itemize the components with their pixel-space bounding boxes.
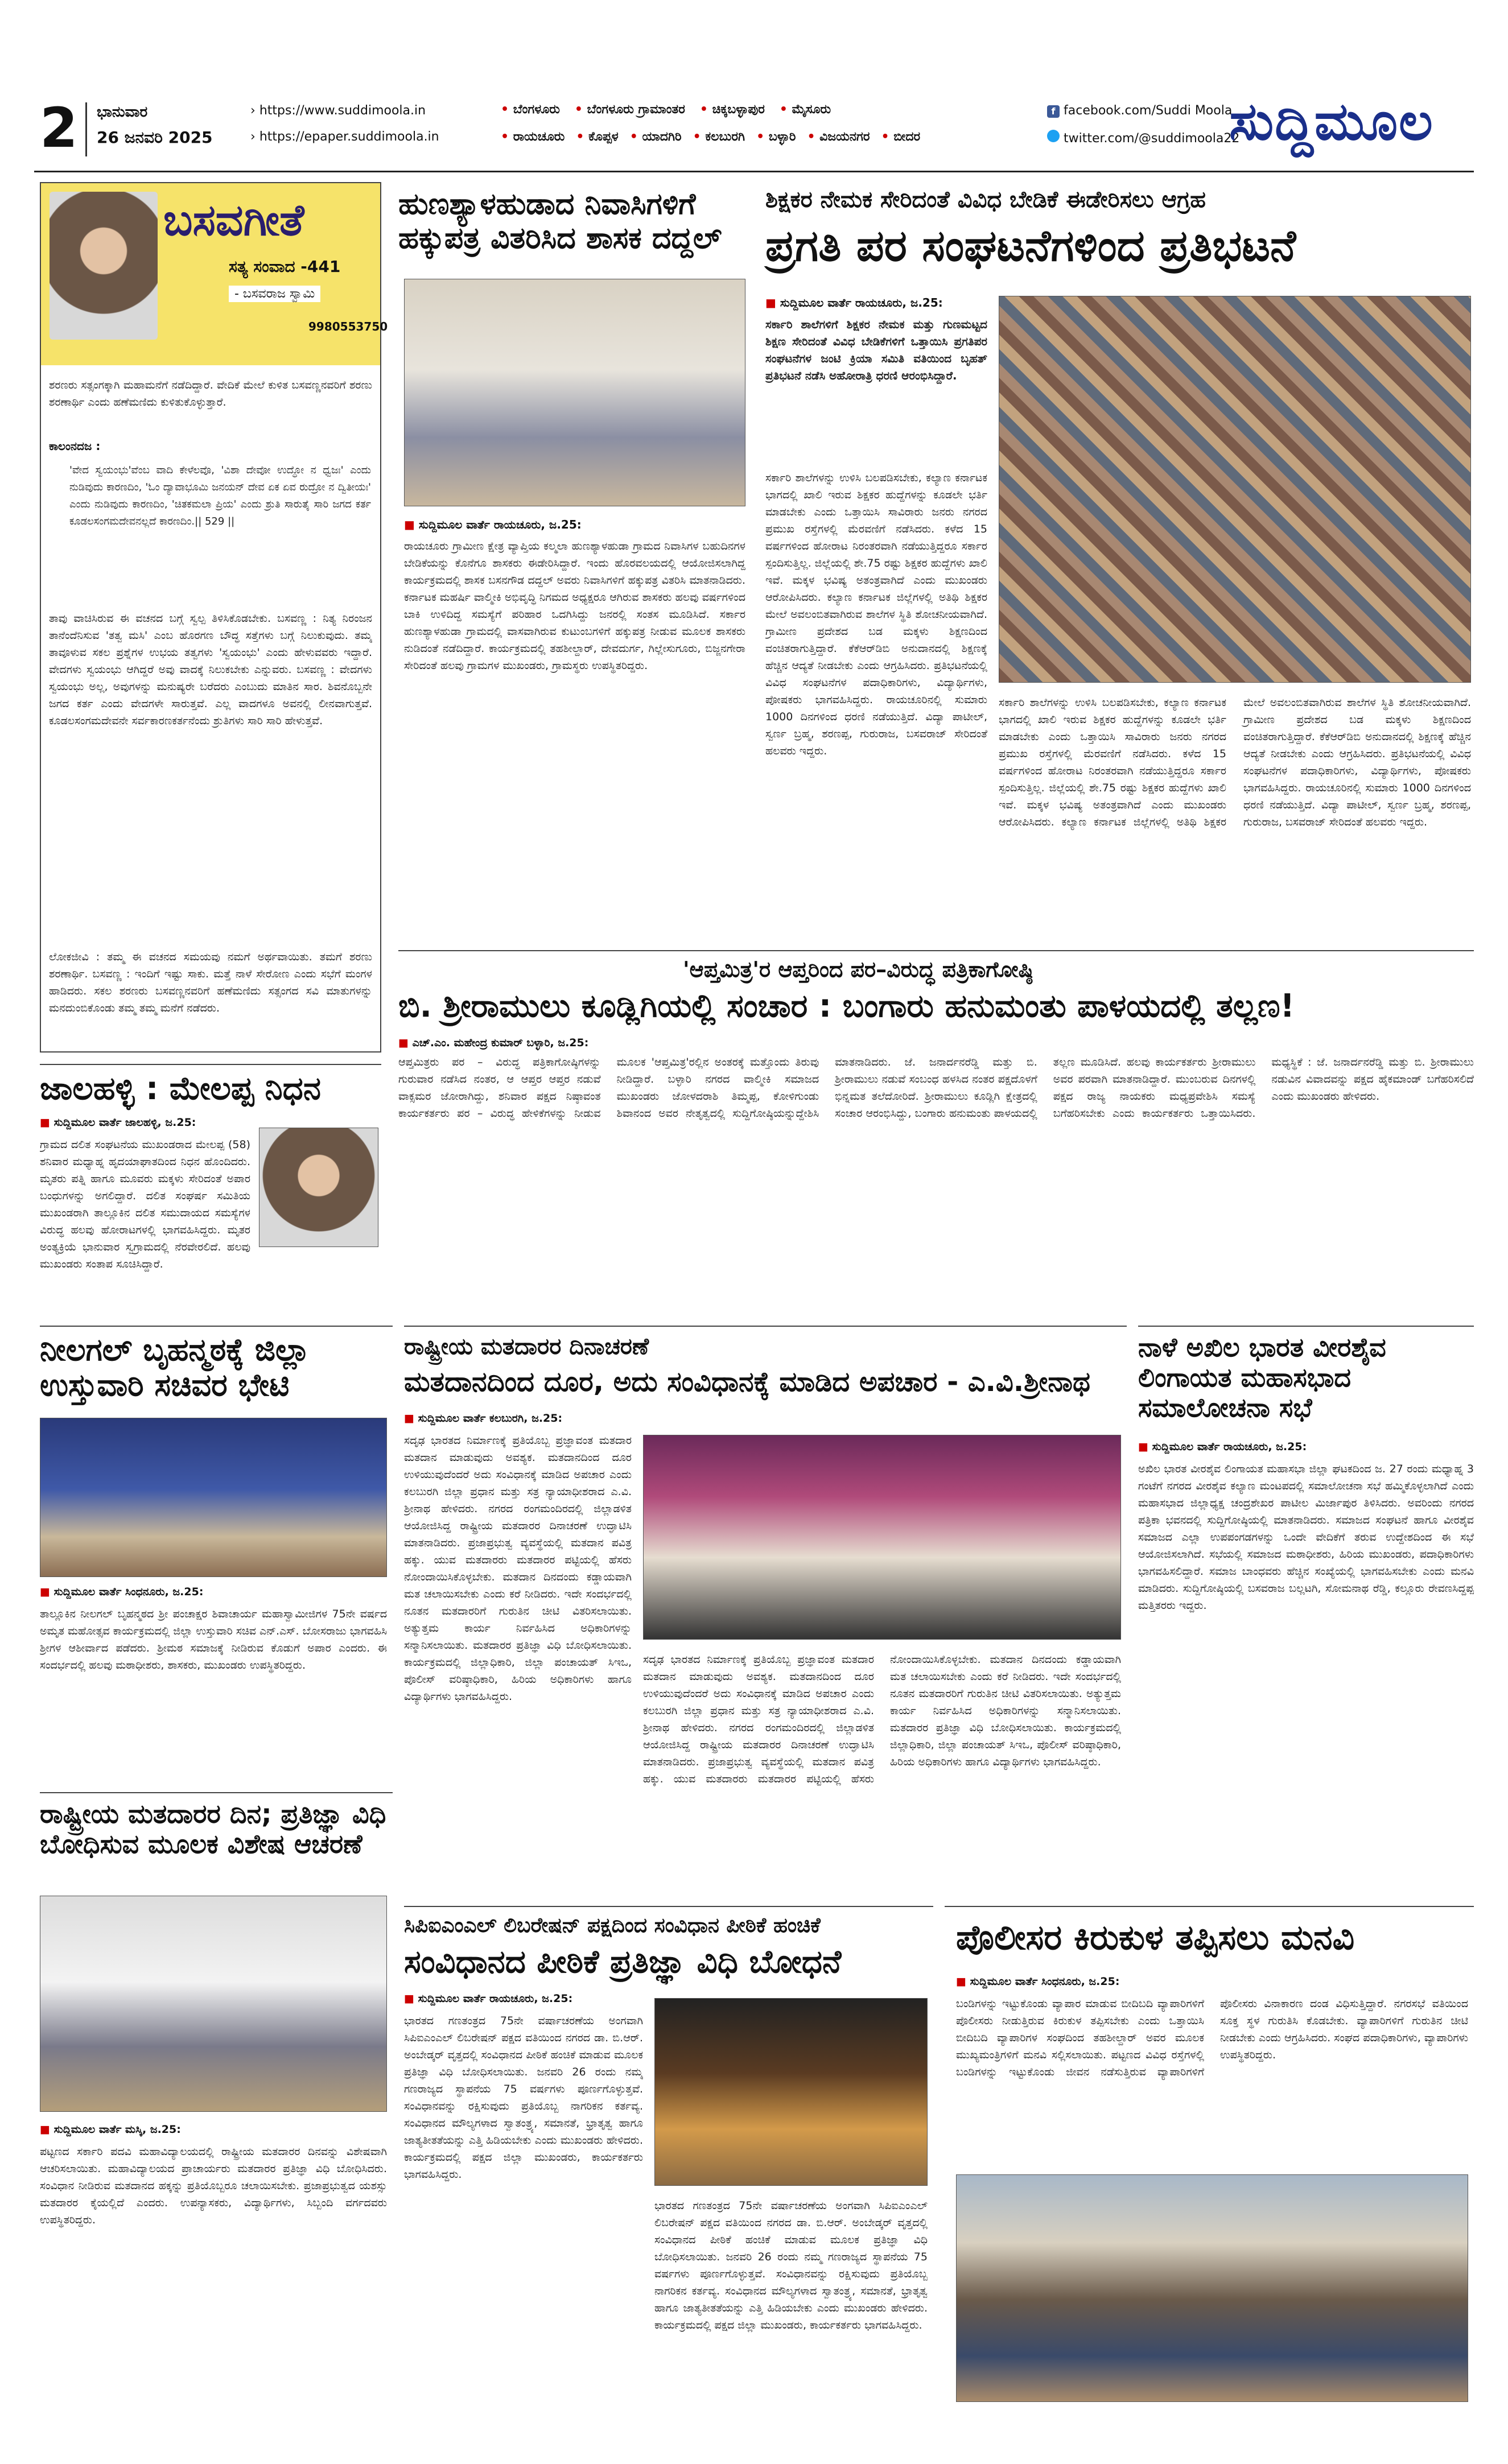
pragati-body: ಸರ್ಕಾರಿ ಶಾಲೆಗಳನ್ನು ಉಳಿಸಿ ಬಲಪಡಿಸಬೇಕು, ಕಲ್ಯಾಣ ಕರ್ನಾಟಕ ಭಾಗದಲ್ಲಿ ಖಾಲಿ ಇರುವ ಶಿಕ್ಷಕರ ಹುದ್ದೆಗಳನ್ನು ಕೂಡಲೇ ಭರ್ತಿ ಮಾಡಬೇಕು ಎಂದು ಒತ್ತಾಯಿಸಿ ಸಾವಿರಾರು ಜನರು ನಗರದ ಪ್ರಮುಖ ರಸ್ತೆಗಳಲ್ಲಿ ಮೆರವಣಿಗೆ ನಡೆಸಿದರು. ಕಳೆದ 15 ವರ್ಷಗಳಿಂದ ಹೋರಾಟ ನಿರಂತರವಾಗಿ ನಡೆಯುತ್ತಿದ್ದರೂ ಸರ್ಕಾರ ಸ್ಪಂದಿಸುತ್ತಿಲ್ಲ. ಜಿಲ್ಲೆಯಲ್ಲಿ ಶೇ.75 ರಷ್ಟು ಶಿಕ್ಷಕರ ಹುದ್ದೆಗಳು ಖಾಲಿ ಇವೆ. ಮಕ್ಕಳ ಭವಿಷ್ಯ ಅತಂತ್ರವಾಗಿದೆ ಎಂದು ಮುಖಂಡರು ಆರೋಪಿಸಿದರು. ಕಲ್ಯಾಣ ಕರ್ನಾಟಕ ಜಿಲ್ಲೆಗಳಲ್ಲಿ ಅತಿಥಿ ಶಿಕ್ಷಕರ ಮೇಲೆ ಅವಲಂಬಿತವಾಗಿರುವ ಶಾಲೆಗಳ ಸ್ಥಿತಿ ಶೋಚನೀಯವಾಗಿದೆ. ಗ್ರಾಮೀಣ ಪ್ರದೇಶದ ಬಡ ಮಕ್ಕಳು ಶಿಕ್ಷಣದಿಂದ ವಂಚಿತರಾಗುತ್ತಿದ್ದಾರೆ. ಕೆಕೆಆರ್‌ಡಿಬಿ ಅನುದಾನದಲ್ಲಿ ಶಿಕ್ಷಣಕ್ಕೆ ಹೆಚ್ಚಿನ ಆದ್ಯತೆ ನೀಡಬೇಕು ಎಂದು ಆಗ್ರಹಿಸಿದರು. ಪ್ರತಿಭಟನೆಯಲ್ಲಿ ವಿವಿಧ ಸಂಘಟನೆಗಳ ಪದಾಧಿಕಾರಿಗಳು, ವಿದ್ಯಾರ್ಥಿಗಳು, ಪೋಷಕರು ಭಾಗವಹಿಸಿದ್ದರು. ರಾಯಚೂರಿನಲ್ಲಿ ಸುಮಾರು 1000 ದಿನಗಳಿಂದ ಧರಣಿ ನಡೆಯುತ್ತಿದೆ. ವಿದ್ಯಾ ಪಾಟೀಲ್, ಸ್ವರ್ಣ ಬ್ರಹ್ಮ, ಶರಣಪ್ಪ, ಗುರುರಾಜ, ಬಸವರಾಜ್ ಸೇರಿದಂತೆ ಹಲವರು ಇದ್ದರು. <box>765 472 987 757</box>
police-headline: ಪೊಲೀಸರ ಕಿರುಕುಳ ತಪ್ಪಿಸಲು ಮನವಿ <box>956 1918 1355 1958</box>
police-dateline: ■ ಸುದ್ದಿಮೂಲ ವಾರ್ತೆ ಸಿಂಧನೂರು, ಜ.25: <box>956 1975 1120 1988</box>
epaper-link[interactable]: › https://epaper.suddimoola.in <box>250 130 439 144</box>
bullet-icon: ■ <box>765 296 780 309</box>
chevron-right-icon: › <box>250 104 256 118</box>
chevron-right-icon: › <box>250 130 256 144</box>
masthead-rule <box>34 171 1474 172</box>
pragati-kicker: ಶಿಕ್ಷಕರ ನೇಮಕ ಸೇರಿದಂತೆ ವಿವಿಧ ಬೇಡಿಕೆ ಈಡೇರಿಸಲು ಆಗ್ರಹ <box>765 187 1206 213</box>
nav-item[interactable]: • ವಿಜಯನಗರ <box>807 130 870 144</box>
neelagal-headline: ನೀಲಗಲ್ ಬೃಹನ್ಮಠಕ್ಕೆ ಜಿಲ್ಲಾ ಉಸ್ತುವಾರಿ ಸಚಿವರ ಭೇಟಿ <box>40 1332 310 1404</box>
jalahalli-dateline: ■ ಸುದ್ದಿಮೂಲ ವಾರ್ತೆ ಜಾಲಹಳ್ಳಿ, ಜ.25: <box>40 1116 196 1129</box>
pragati-dateline: ■ ಸುದ್ದಿಮೂಲ ವಾರ್ತೆ ರಾಯಚೂರು, ಜ.25: <box>765 296 943 309</box>
bullet-icon: • <box>779 102 792 117</box>
website-link[interactable]: › https://www.suddimoola.in <box>250 104 426 118</box>
jalahalli-story <box>40 1064 381 1314</box>
hunashyal-story <box>398 182 751 944</box>
veerashaiva-story <box>1138 1326 1474 1895</box>
bullet-icon: • <box>693 130 706 144</box>
nav-item[interactable]: • ಬೀದರ <box>881 130 921 144</box>
page-number: 2 <box>40 96 78 160</box>
basavageete-title: ಬಸವಗೀತೆ <box>163 195 304 245</box>
pragati-photo <box>999 296 1471 683</box>
nav-item[interactable]: • ಬೆಂಗಳೂರು <box>501 102 560 117</box>
issue-day: ಭಾನುವಾರ <box>97 104 148 121</box>
masthead <box>34 91 1474 165</box>
bullet-icon: ■ <box>1138 1441 1152 1453</box>
neelagal-photo <box>40 1418 387 1577</box>
sriramulu-body: ಆಪ್ತಮಿತ್ರರು ಪರ – ವಿರುದ್ಧ ಪತ್ರಿಕಾಗೋಷ್ಠಿಗಳನ್ನು ಗುರುವಾರ ನಡೆಸಿದ ನಂತರ, ಆ ಆಪ್ತರ ಆಪ್ತರ ನಡುವೆ ವಾಕ್ಸಮರ ಜೋರಾಗಿದ್ದು, ಶನಿವಾರ ಪಕ್ಷದ ನಿಷ್ಠಾವಂತ ಕಾರ್ಯಕರ್ತರು ಪರ – ವಿರುದ್ಧ ಹೇಳಿಕೆಗಳನ್ನು ನೀಡುವ ಮೂಲಕ 'ಆಪ್ತಮಿತ್ರ'ರಲ್ಲಿನ ಅಂತರಕ್ಕೆ ಮತ್ತೊಂದು ತಿರುವು ನೀಡಿದ್ದಾರೆ. ಬಳ್ಳಾರಿ ನಗರದ ವಾಲ್ಮೀಕಿ ಸಮಾಜದ ಮುಖಂಡರು ಜೋಳದರಾಶಿ ತಿಮ್ಮಪ್ಪ, ಕೋಳಿಗುಂಡು ಶಿವಾನಂದ ಅವರ ನೇತೃತ್ವದಲ್ಲಿ ಸುದ್ದಿಗೋಷ್ಠಿಯನ್ನುದ್ದೇಶಿಸಿ ಮಾತನಾಡಿದರು. ಜೆ. ಜನಾರ್ದನರೆಡ್ಡಿ ಮತ್ತು ಬಿ. ಶ್ರೀರಾಮುಲು ನಡುವೆ ಸಂಬಂಧ ಹಳಸಿದ ನಂತರ ಪಕ್ಷದೊಳಗೆ ಭಿನ್ನಮತ ತಲೆದೋರಿದೆ. ಶ್ರೀರಾಮುಲು ಕೂಡ್ಲಿಗಿ ಕ್ಷೇತ್ರದಲ್ಲಿ ಸಂಚಾರ ಆರಂಭಿಸಿದ್ದು, ಬಂಗಾರು ಹನುಮಂತು ಪಾಳಯದಲ್ಲಿ ತಲ್ಲಣ ಮೂಡಿಸಿದೆ. ಹಲವು ಕಾರ್ಯಕರ್ತರು ಶ್ರೀರಾಮುಲು ಅವರ ಪರವಾಗಿ ಮಾತನಾಡಿದ್ದಾರೆ. ಮುಂಬರುವ ದಿನಗಳಲ್ಲಿ ಪಕ್ಷದ ರಾಜ್ಯ ನಾಯಕರು ಮಧ್ಯಪ್ರವೇಶಿಸಿ ಸಮಸ್ಯೆ ಬಗೆಹರಿಸಬೇಕು ಎಂದು ಕಾರ್ಯಕರ್ತರು ಒತ್ತಾಯಿಸಿದರು. ಮಧ್ಯಸ್ಥಿಕೆ : ಜೆ. ಜನಾರ್ದನರೆಡ್ಡಿ ಮತ್ತು ಬಿ. ಶ್ರೀರಾಮುಲು ನಡುವಿನ ವಿವಾದವನ್ನು ಪಕ್ಷದ ಹೈಕಮಾಂಡ್ ಬಗೆಹರಿಸಲಿದೆ ಎಂದು ಮುಖಂಡರು ಹೇಳಿದರು. <box>398 1056 1474 1120</box>
pragati-body-cont: ಸರ್ಕಾರಿ ಶಾಲೆಗಳನ್ನು ಉಳಿಸಿ ಬಲಪಡಿಸಬೇಕು, ಕಲ್ಯಾಣ ಕರ್ನಾಟಕ ಭಾಗದಲ್ಲಿ ಖಾಲಿ ಇರುವ ಶಿಕ್ಷಕರ ಹುದ್ದೆಗಳನ್ನು ಕೂಡಲೇ ಭರ್ತಿ ಮಾಡಬೇಕು ಎಂದು ಒತ್ತಾಯಿಸಿ ಸಾವಿರಾರು ಜನರು ನಗರದ ಪ್ರಮುಖ ರಸ್ತೆಗಳಲ್ಲಿ ಮೆರವಣಿಗೆ ನಡೆಸಿದರು. ಕಳೆದ 15 ವರ್ಷಗಳಿಂದ ಹೋರಾಟ ನಿರಂತರವಾಗಿ ನಡೆಯುತ್ತಿದ್ದರೂ ಸರ್ಕಾರ ಸ್ಪಂದಿಸುತ್ತಿಲ್ಲ. ಜಿಲ್ಲೆಯಲ್ಲಿ ಶೇ.75 ರಷ್ಟು ಶಿಕ್ಷಕರ ಹುದ್ದೆಗಳು ಖಾಲಿ ಇವೆ. ಮಕ್ಕಳ ಭವಿಷ್ಯ ಅತಂತ್ರವಾಗಿದೆ ಎಂದು ಮುಖಂಡರು ಆರೋಪಿಸಿದರು. ಕಲ್ಯಾಣ ಕರ್ನಾಟಕ ಜಿಲ್ಲೆಗಳಲ್ಲಿ ಅತಿಥಿ ಶಿಕ್ಷಕರ ಮೇಲೆ ಅವಲಂಬಿತವಾಗಿರುವ ಶಾಲೆಗಳ ಸ್ಥಿತಿ ಶೋಚನೀಯವಾಗಿದೆ. ಗ್ರಾಮೀಣ ಪ್ರದೇಶದ ಬಡ ಮಕ್ಕಳು ಶಿಕ್ಷಣದಿಂದ ವಂಚಿತರಾಗುತ್ತಿದ್ದಾರೆ. ಕೆಕೆಆರ್‌ಡಿಬಿ ಅನುದಾನದಲ್ಲಿ ಶಿಕ್ಷಣಕ್ಕೆ ಹೆಚ್ಚಿನ ಆದ್ಯತೆ ನೀಡಬೇಕು ಎಂದು ಆಗ್ರಹಿಸಿದರು. ಪ್ರತಿಭಟನೆಯಲ್ಲಿ ವಿವಿಧ ಸಂಘಟನೆಗಳ ಪದಾಧಿಕಾರಿಗಳು, ವಿದ್ಯಾರ್ಥಿಗಳು, ಪೋಷಕರು ಭಾಗವಹಿಸಿದ್ದರು. ರಾಯಚೂರಿನಲ್ಲಿ ಸುಮಾರು 1000 ದಿನಗಳಿಂದ ಧರಣಿ ನಡೆಯುತ್ತಿದೆ. ವಿದ್ಯಾ ಪಾಟೀಲ್, ಸ್ವರ್ಣ ಬ್ರಹ್ಮ, ಶರಣಪ್ಪ, ಗುರುರಾಜ, ಬಸವರಾಜ್ ಸೇರಿದಂತೆ ಹಲವರು ಇದ್ದರು. <box>999 696 1471 828</box>
basavageete-phone: 9980553750 <box>308 320 388 333</box>
bullet-icon: ■ <box>404 1992 418 2005</box>
bullet-icon: ■ <box>956 1975 970 1988</box>
pragati-story <box>765 182 1474 944</box>
pragati-headline: ಪ್ರಗತಿ ಪರ ಸಂಘಟನೆಗಳಿಂದ ಪ್ರತಿಭಟನೆ <box>765 220 1296 271</box>
bullet-icon: • <box>574 102 587 117</box>
bullet-icon: ■ <box>40 2123 54 2136</box>
jalahalli-body: ಗ್ರಾಮದ ದಲಿತ ಸಂಘಟನೆಯ ಮುಖಂಡರಾದ ಮೇಲಪ್ಪ (58) ಶನಿವಾರ ಮಧ್ಯಾಹ್ನ ಹೃದಯಾಘಾತದಿಂದ ನಿಧನ ಹೊಂದಿದರು. ಮೃತರು ಪತ್ನಿ ಹಾಗೂ ಮೂವರು ಮಕ್ಕಳು ಸೇರಿದಂತೆ ಅಪಾರ ಬಂಧುಗಳನ್ನು ಅಗಲಿದ್ದಾರೆ. ದಲಿತ ಸಂಘರ್ಷ ಸಮಿತಿಯ ಮುಖಂಡರಾಗಿ ತಾಲ್ಲೂಕಿನ ದಲಿತ ಸಮುದಾಯದ ಸಮಸ್ಯೆಗಳ ವಿರುದ್ಧ ಹಲವು ಹೋರಾಟಗಳಲ್ಲಿ ಭಾಗವಹಿಸಿದ್ದರು. ಮೃತರ ಅಂತ್ಯಕ್ರಿಯೆ ಭಾನುವಾರ ಸ್ವಗ್ರಾಮದಲ್ಲಿ ನೆರವೇರಲಿದೆ. ಹಲವು ಮುಖಂಡರು ಸಂತಾಪ ಸೂಚಿಸಿದ್ದಾರೆ. <box>40 1138 250 1270</box>
bullet-icon: ■ <box>398 1037 413 1049</box>
hunashyal-body: ರಾಯಚೂರು ಗ್ರಾಮೀಣ ಕ್ಷೇತ್ರ ವ್ಯಾಪ್ತಿಯ ಕಲ್ಮಲಾ ಹುಣಶ್ಯಾಳಹುಡಾ ಗ್ರಾಮದ ನಿವಾಸಿಗಳ ಬಹುದಿನಗಳ ಬೇಡಿಕೆಯನ್ನು ಕೊನೆಗೂ ಶಾಸಕರು ಈಡೇರಿಸಿದ್ದಾರೆ. ಇಂದು ಹೊರವಲಯದಲ್ಲಿ ಆಯೋಜಿಸಲಾಗಿದ್ದ ಕಾರ್ಯಕ್ರಮದಲ್ಲಿ ಶಾಸಕ ಬಸನಗೌಡ ದದ್ದಲ್ ಅವರು ನಿವಾಸಿಗಳಿಗೆ ಹಕ್ಕುಪತ್ರ ವಿತರಿಸಿ ಮಾತನಾಡಿದರು. ಕರ್ನಾಟಕ ಮಹರ್ಷಿ ವಾಲ್ಮೀಕಿ ಅಭಿವೃದ್ಧಿ ನಿಗಮದ ಅಧ್ಯಕ್ಷರೂ ಆಗಿರುವ ಶಾಸಕರು ಹಲವು ವರ್ಷಗಳಿಂದ ಬಾಕಿ ಉಳಿದಿದ್ದ ಸಮಸ್ಯೆಗೆ ಪರಿಹಾರ ಒದಗಿಸಿದ್ದು ಜನರಲ್ಲಿ ಸಂತಸ ಮೂಡಿಸಿದೆ. ಸರ್ಕಾರ ಹುಣಶ್ಯಾಳಹುಡಾ ಗ್ರಾಮದಲ್ಲಿ ವಾಸವಾಗಿರುವ ಕುಟುಂಬಗಳಿಗೆ ಹಕ್ಕುಪತ್ರ ನೀಡುವ ಮೂಲಕ ಶಾಸಕರು ನುಡಿದಂತೆ ನಡೆದಿದ್ದಾರೆ. ಕಾರ್ಯಕ್ರಮದಲ್ಲಿ ತಹಶೀಲ್ದಾರ್, ದೇವದುರ್ಗ, ಗಿಲ್ಲೇಸುಗೂರು, ಬಿಜ್ಜನಗೇರಾ ಸೇರಿದಂತೆ ಹಲವು ಗ್ರಾಮಗಳ ಮುಖಂಡರು, ಗ್ರಾಮಸ್ಥರು ಉಪಸ್ಥಿತರಿದ್ದರು. <box>404 540 745 672</box>
issue-date: 26 ಜನವರಿ 2025 <box>97 128 213 147</box>
twitter-link[interactable]: twitter.com/@suddimoola22 <box>1047 130 1239 146</box>
basavageete-author: - ಬಸವರಾಜ ಸ್ವಾಮಿ <box>229 286 320 302</box>
nav-row-2 <box>501 130 1047 144</box>
sriramulu-headline: ಬಿ. ಶ್ರೀರಾಮುಲು ಕೂಡ್ಲಿಗಿಯಲ್ಲಿ ಸಂಚಾರ : ಬಂಗಾರು ಹನುಮಂತು ಪಾಳಯದಲ್ಲಿ ತಲ್ಲಣ! <box>398 988 1295 1025</box>
neelagal-body: ತಾಲ್ಲೂಕಿನ ನೀಲಗಲ್ ಬೃಹನ್ಮಠದ ಶ್ರೀ ಪಂಚಾಕ್ಷರ ಶಿವಾಚಾರ್ಯ ಮಹಾಸ್ವಾಮೀಜಿಗಳ 75ನೇ ವರ್ಷದ ಅಮೃತ ಮಹೋತ್ಸವ ಕಾರ್ಯಕ್ರಮದಲ್ಲಿ ಜಿಲ್ಲಾ ಉಸ್ತುವಾರಿ ಸಚಿವ ಎನ್.ಎಸ್. ಬೋಸರಾಜು ಭಾಗವಹಿಸಿ ಶ್ರೀಗಳ ಆಶೀರ್ವಾದ ಪಡೆದರು. ಶ್ರೀಮಠ ಸಮಾಜಕ್ಕೆ ನೀಡಿರುವ ಕೊಡುಗೆ ಅಪಾರ ಎಂದರು. ಈ ಸಂದರ್ಭದಲ್ಲಿ ಹಲವು ಮಠಾಧೀಶರು, ಶಾಸಕರು, ಮುಖಂಡರು ಉಪಸ್ಥಿತರಿದ್ದರು. <box>40 1608 387 1671</box>
matadara-kicker: ರಾಷ್ಟ್ರೀಯ ಮತದಾರರ ದಿನಾಚರಣೆ <box>404 1334 649 1360</box>
samvidhana-photo <box>654 1998 928 2186</box>
prateejna-photo <box>40 1896 387 2112</box>
samvidhana-headline: ಸಂವಿಧಾನದ ಪೀಠಿಕೆ ಪ್ರತಿಜ್ಞಾ ವಿಧಿ ಬೋಧನೆ <box>404 1943 842 1980</box>
bullet-icon: • <box>699 102 712 117</box>
jalahalli-portrait <box>259 1128 378 1247</box>
twitter-icon <box>1047 130 1060 142</box>
basavageete-header <box>41 183 388 365</box>
bullet-icon: • <box>576 130 589 144</box>
facebook-link[interactable]: f facebook.com/Suddi Moola <box>1047 104 1232 118</box>
jalahalli-headline: ಜಾಲಹಳ್ಳಿ : ಮೇಲಪ್ಪ ನಿಧನ <box>40 1070 321 1107</box>
neelagal-dateline: ■ ಸುದ್ದಿಮೂಲ ವಾರ್ತೆ ಸಿಂಧನೂರು, ಜ.25: <box>40 1586 204 1598</box>
sriramulu-dateline: ■ ಎಚ್.ಎಂ. ಮಹೇಂದ್ರ ಕುಮಾರ್ ಬಳ್ಳಾರಿ, ಜ.25: <box>398 1037 589 1049</box>
hunashyal-photo <box>404 279 745 506</box>
samvidhana-body: ಭಾರತದ ಗಣತಂತ್ರದ 75ನೇ ವರ್ಷಾಚರಣೆಯ ಅಂಗವಾಗಿ ಸಿಪಿಐಎಂಎಲ್ ಲಿಬರೇಷನ್ ಪಕ್ಷದ ವತಿಯಿಂದ ನಗರದ ಡಾ. ಬಿ.ಆರ್. ಅಂಬೇಡ್ಕರ್ ವೃತ್ತದಲ್ಲಿ ಸಂವಿಧಾನದ ಪೀಠಿಕೆ ಹಂಚಿಕೆ ಮಾಡುವ ಮೂಲಕ ಪ್ರತಿಜ್ಞಾ ವಿಧಿ ಬೋಧಿಸಲಾಯಿತು. ಜನವರಿ 26 ರಂದು ನಮ್ಮ ಗಣರಾಜ್ಯದ ಸ್ಥಾಪನೆಯ 75 ವರ್ಷಗಳು ಪೂರ್ಣಗೊಳ್ಳುತ್ತವೆ. ಸಂವಿಧಾನವನ್ನು ರಕ್ಷಿಸುವುದು ಪ್ರತಿಯೊಬ್ಬ ನಾಗರಿಕನ ಕರ್ತವ್ಯ. ಸಂವಿಧಾನದ ಮೌಲ್ಯಗಳಾದ ಸ್ವಾತಂತ್ರ್ಯ, ಸಮಾನತೆ, ಭ್ರಾತೃತ್ವ ಹಾಗೂ ಜಾತ್ಯತೀತತೆಯನ್ನು ಎತ್ತಿ ಹಿಡಿಯಬೇಕು ಎಂದು ಮುಖಂಡರು ಹೇಳಿದರು. ಕಾರ್ಯಕ್ರಮದಲ್ಲಿ ಪಕ್ಷದ ಜಿಲ್ಲಾ ಮುಖಂಡರು, ಕಾರ್ಯಕರ್ತರು ಭಾಗವಹಿಸಿದ್ದರು. <box>404 2015 643 2181</box>
matadara-body-cont: ಸದೃಢ ಭಾರತದ ನಿರ್ಮಾಣಕ್ಕೆ ಪ್ರತಿಯೊಬ್ಬ ಪ್ರಜ್ಞಾವಂತ ಮತದಾರ ಮತದಾನ ಮಾಡುವುದು ಅವಶ್ಯಕ. ಮತದಾನದಿಂದ ದೂರ ಉಳಿಯುವುದೆಂದರೆ ಅದು ಸಂವಿಧಾನಕ್ಕೆ ಮಾಡಿದ ಅಪಚಾರ ಎಂದು ಕಲಬುರಗಿ ಜಿಲ್ಲಾ ಪ್ರಧಾನ ಮತ್ತು ಸತ್ರ ನ್ಯಾಯಾಧೀಶರಾದ ಎ.ವಿ. ಶ್ರೀನಾಥ ಹೇಳಿದರು. ನಗರದ ರಂಗಮಂದಿರದಲ್ಲಿ ಜಿಲ್ಲಾಡಳಿತ ಆಯೋಜಿಸಿದ್ದ ರಾಷ್ಟ್ರೀಯ ಮತದಾರರ ದಿನಾಚರಣೆ ಉದ್ಘಾಟಿಸಿ ಮಾತನಾಡಿದರು. ಪ್ರಜಾಪ್ರಭುತ್ವ ವ್ಯವಸ್ಥೆಯಲ್ಲಿ ಮತದಾನ ಪವಿತ್ರ ಹಕ್ಕು. ಯುವ ಮತದಾರರು ಮತದಾರರ ಪಟ್ಟಿಯಲ್ಲಿ ಹೆಸರು ನೋಂದಾಯಿಸಿಕೊಳ್ಳಬೇಕು. ಮತದಾನ ದಿನದಂದು ಕಡ್ಡಾಯವಾಗಿ ಮತ ಚಲಾಯಿಸಬೇಕು ಎಂದು ಕರೆ ನೀಡಿದರು. ಇದೇ ಸಂದರ್ಭದಲ್ಲಿ ನೂತನ ಮತದಾರರಿಗೆ ಗುರುತಿನ ಚೀಟಿ ವಿತರಿಸಲಾಯಿತು. ಅತ್ಯುತ್ತಮ ಕಾರ್ಯ ನಿರ್ವಹಿಸಿದ ಅಧಿಕಾರಿಗಳನ್ನು ಸನ್ಮಾನಿಸಲಾಯಿತು. ಮತದಾರರ ಪ್ರತಿಜ್ಞಾ ವಿಧಿ ಬೋಧಿಸಲಾಯಿತು. ಕಾರ್ಯಕ್ರಮದಲ್ಲಿ ಜಿಲ್ಲಾಧಿಕಾರಿ, ಜಿಲ್ಲಾ ಪಂಚಾಯತ್ ಸಿಇಒ, ಪೊಲೀಸ್ ವರಿಷ್ಠಾಧಿಕಾರಿ, ಹಿರಿಯ ಅಧಿಕಾರಿಗಳು ಹಾಗೂ ವಿದ್ಯಾರ್ಥಿಗಳು ಭಾಗವಹಿಸಿದ್ದರು. <box>643 1653 1121 1785</box>
nav-item[interactable]: • ಮೈಸೂರು <box>779 102 831 117</box>
prateejna-headline: ರಾಷ್ಟ್ರೀಯ ಮತದಾರರ ದಿನ; ಪ್ರತಿಜ್ಞಾ ವಿಧಿ ಬೋಧಿಸುವ ಮೂಲಕ ವಿಶೇಷ ಆಚರಣೆ <box>40 1798 386 1859</box>
bullet-icon: ■ <box>404 518 419 531</box>
bullet-icon: • <box>501 130 513 144</box>
bullet-icon: • <box>501 102 513 117</box>
prateejna-dateline: ■ ಸುದ್ದಿಮೂಲ ವಾರ್ತೆ ಮಸ್ಕಿ, ಜ.25: <box>40 2123 181 2136</box>
neelagal-story <box>40 1326 393 1781</box>
basavageete-body-3: ಲೋಕಜೀವಿ : ತಮ್ಮ ಈ ವಚನದ ಸಮಯವು ನಮಗೆ ಅರ್ಥವಾಯಿತು. ತಮಗೆ ಶರಣು ಶರಣಾರ್ಥಿ. ಬಸವಣ್ಣ : ಇಂದಿಗೆ ಇಷ್ಟು ಸಾಕು. ಮತ್ತೆ ನಾಳೆ ಸೇರೋಣ ಎಂದು ಸಭೆಗೆ ಮಂಗಳ ಹಾಡಿದರು. ಸಕಲ ಶರಣರು ಬಸವಣ್ಣನವರಿಗೆ ಹಣೆಮಣಿದು ಸತ್ಸಂಗದ ಸವಿ ಮಾತುಗಳನ್ನು ಮನದುಂಬಿಕೊಂಡು ತಮ್ಮ ತಮ್ಮ ಮನೆಗೆ ನಡೆದರು. <box>49 951 372 1014</box>
nav-item[interactable]: • ಚಿಕ್ಕಬಳ್ಳಾಪುರ <box>699 102 765 117</box>
samvidhana-story <box>404 1906 933 2407</box>
basavageete-verse: 'ವೇದ ಸ್ವಯಂಭು'ವೆಂಬ ವಾದಿ ಕೇಳೆಲವೊ, 'ವಿಶಾ ದೇವೋ ಉದ್ಧೋ ನ ಧ್ವಜಃ' ಎಂದು ನುಡಿವುದು ಕಾರಣದಿಂ, 'ಓಂ ದ್ಯಾವಾಭೂಮಿ ಜನಯನ್ ದೇವ ಏಕ ಏವ ರುದ್ರೋ ನ ದ್ವಿತೀಯಃ' ಎಂದು ನುಡಿವುದು ಕಾರಣದಿಂ, 'ಚಿತಕಮಲಾ ಪ್ರಿಯ' ಎಂದು ಶ್ರುತಿ ಸಾರುತೈ ಸಾರಿ ಜಗದ ಕರ್ತ ಕೂಡಲಸಂಗಮದೇವನಲ್ಲದೆ ಕಾರಣದಿಂ.|| 529 || <box>69 464 371 527</box>
veerashaiva-body: ಅಖಿಲ ಭಾರತ ವೀರಶೈವ ಲಿಂಗಾಯತ ಮಹಾಸಭಾ ಜಿಲ್ಲಾ ಘಟಕದಿಂದ ಜ. 27 ರಂದು ಮಧ್ಯಾಹ್ನ 3 ಗಂಟೆಗೆ ನಗರದ ವೀರಶೈವ ಕಲ್ಯಾಣ ಮಂಟಪದಲ್ಲಿ ಸಮಾಲೋಚನಾ ಸಭೆ ಹಮ್ಮಿಕೊಳ್ಳಲಾಗಿದೆ ಎಂದು ಮಹಾಸಭಾದ ಜಿಲ್ಲಾಧ್ಯಕ್ಷ ಚಂದ್ರಶೇಖರ ಪಾಟೀಲ ಮಿರ್ಜಾಪುರ ತಿಳಿಸಿದರು. ಅವರಿಂದು ನಗರದ ಪತ್ರಿಕಾ ಭವನದಲ್ಲಿ ಸುದ್ದಿಗೋಷ್ಠಿಯಲ್ಲಿ ಮಾತನಾಡಿದರು. ಸಮಾಜದ ಸಂಘಟನೆ ಹಾಗೂ ವೀರಶೈವ ಸಮಾಜದ ಎಲ್ಲಾ ಉಪಪಂಗಡಗಳನ್ನು ಒಂದೇ ವೇದಿಕೆಗೆ ತರುವ ಉದ್ದೇಶದಿಂದ ಈ ಸಭೆ ಆಯೋಜಿಸಲಾಗಿದೆ. ಸಭೆಯಲ್ಲಿ ಸಮಾಜದ ಮಠಾಧೀಶರು, ಹಿರಿಯ ಮುಖಂಡರು, ಪದಾಧಿಕಾರಿಗಳು ಭಾಗವಹಿಸಲಿದ್ದಾರೆ. ಸಮಾಜ ಬಾಂಧವರು ಹೆಚ್ಚಿನ ಸಂಖ್ಯೆಯಲ್ಲಿ ಭಾಗವಹಿಸಬೇಕು ಎಂದು ಮನವಿ ಮಾಡಿದರು. ಸುದ್ದಿಗೋಷ್ಠಿಯಲ್ಲಿ ಬಸವರಾಜ ಬಲ್ಲಟಗಿ, ಸೋಮನಾಥ ರೆಡ್ಡಿ, ಕಲ್ಲೂರು ರೇವಣಸಿದ್ದಪ್ಪ ಮತ್ತಿತರರು ಇದ್ದರು. <box>1138 1463 1474 1612</box>
nav-row-1 <box>501 102 1013 117</box>
bullet-icon: ■ <box>404 1412 418 1425</box>
police-body: ಬಂಡಿಗಳನ್ನು ಇಟ್ಟುಕೊಂಡು ವ್ಯಾಪಾರ ಮಾಡುವ ಬೀದಿಬದಿ ವ್ಯಾಪಾರಿಗಳಿಗೆ ಪೊಲೀಸರು ನೀಡುತ್ತಿರುವ ಕಿರುಕುಳ ತಪ್ಪಿಸಬೇಕು ಎಂದು ಒತ್ತಾಯಿಸಿ ಬೀದಿಬದಿ ವ್ಯಾಪಾರಿಗಳ ಸಂಘದಿಂದ ತಹಶೀಲ್ದಾರ್ ಅವರ ಮೂಲಕ ಮುಖ್ಯಮಂತ್ರಿಗಳಿಗೆ ಮನವಿ ಸಲ್ಲಿಸಲಾಯಿತು. ಪಟ್ಟಣದ ವಿವಿಧ ರಸ್ತೆಗಳಲ್ಲಿ ಬಂಡಿಗಳನ್ನು ಇಟ್ಟುಕೊಂಡು ಜೀವನ ನಡೆಸುತ್ತಿರುವ ವ್ಯಾಪಾರಿಗಳಿಗೆ ಪೊಲೀಸರು ವಿನಾಕಾರಣ ದಂಡ ವಿಧಿಸುತ್ತಿದ್ದಾರೆ. ನಗರಸಭೆ ವತಿಯಿಂದ ಸೂಕ್ತ ಸ್ಥಳ ಗುರುತಿಸಿ ಕೊಡಬೇಕು. ವ್ಯಾಪಾರಿಗಳಿಗೆ ಗುರುತಿನ ಚೀಟಿ ನೀಡಬೇಕು ಎಂದು ಆಗ್ರಹಿಸಿದರು. ಸಂಘದ ಪದಾಧಿಕಾರಿಗಳು, ವ್ಯಾಪಾರಿಗಳು ಉಪಸ್ಥಿತರಿದ್ದರು. <box>956 1997 1468 2078</box>
basavageete-kalamna: ಕಾಲಂನದಜ : <box>49 439 101 453</box>
veerashaiva-headline: ನಾಳೆ ಅಖಿಲ ಭಾರತ ವೀರಶೈವ ಲಿಂಗಾಯತ ಮಹಾಸಭಾದ ಸಮಾಲೋಚನಾ ಸಭೆ <box>1138 1332 1386 1423</box>
matadara-headline: ಮತದಾನದಿಂದ ದೂರ, ಅದು ಸಂವಿಧಾನಕ್ಕೆ ಮಾಡಿದ ಅಪಚಾರ - ಎ.ವಿ.ಶ್ರೀನಾಥ <box>404 1366 1090 1398</box>
bullet-icon: • <box>756 130 769 144</box>
nav-item[interactable]: • ಕೊಪ್ಪಳ <box>576 130 619 144</box>
bullet-icon: • <box>807 130 820 144</box>
hunashyal-dateline: ■ ಸುದ್ದಿಮೂಲ ವಾರ್ತೆ ರಾಯಚೂರು, ಜ.25: <box>404 518 582 531</box>
sriramulu-kicker: 'ಆಪ್ತಮಿತ್ರ'ರ ಆಪ್ತರಿಂದ ಪರ–ವಿರುದ್ಧ ಪತ್ರಿಕಾಗೋಷ್ಠಿ <box>683 957 1033 982</box>
basavageete-subtitle: ಸತ್ಯ ಸಂವಾದ -441 <box>229 257 341 276</box>
veerashaiva-dateline: ■ ಸುದ್ದಿಮೂಲ ವಾರ್ತೆ ರಾಯಚೂರು, ಜ.25: <box>1138 1441 1307 1453</box>
hunashyal-headline: ಹುಣಶ್ಯಾಳಹುಡಾದ ನಿವಾಸಿಗಳಿಗೆ ಹಕ್ಕುಪತ್ರ ವಿತರಿಸಿದ ಶಾಸಕ ದದ್ದಲ್ <box>398 187 722 255</box>
basavageete-box <box>40 182 388 1053</box>
nav-item[interactable]: • ಕಲಬುರಗಿ <box>693 130 745 144</box>
basavageete-body-1: ಶರಣರು ಸತ್ಸಂಗಕ್ಕಾಗಿ ಮಹಾಮನೆಗೆ ನಡೆದಿದ್ದಾರೆ. ವೇದಿಕೆ ಮೇಲೆ ಕುಳಿತ ಬಸವಣ್ಣನವರಿಗೆ ಶರಣು ಶರಣಾರ್ಥಿ ಎಂದು ಹಣೆಮಣಿದು ಕುಳಿತುಕೊಳ್ಳುತ್ತಾರೆ. <box>49 379 372 408</box>
nav-item[interactable]: • ರಾಯಚೂರು <box>501 130 565 144</box>
bullet-icon: • <box>881 130 894 144</box>
facebook-icon: f <box>1047 105 1060 118</box>
logo: ಸುದ್ದಿಮೂಲ <box>1229 91 1434 152</box>
samvidhana-dateline: ■ ಸುದ್ದಿಮೂಲ ವಾರ್ತೆ ರಾಯಚೂರು, ಜ.25: <box>404 1992 573 2005</box>
pragati-lead: ಸರ್ಕಾರಿ ಶಾಲೆಗಳಿಗೆ ಶಿಕ್ಷಕರ ನೇಮಕ ಮತ್ತು ಗುಣಮಟ್ಟದ ಶಿಕ್ಷಣ ಸೇರಿದಂತೆ ವಿವಿಧ ಬೇಡಿಕೆಗಳಿಗೆ ಒತ್ತಾಯಿಸಿ ಪ್ರಗತಿಪರ ಸಂಘಟನೆಗಳ ಜಂಟಿ ಕ್ರಿಯಾ ಸಮಿತಿ ವತಿಯಿಂದ ಬೃಹತ್ ಪ್ರತಿಭಟನೆ ನಡೆಸಿ ಅಹೋರಾತ್ರಿ ಧರಣಿ ಆರಂಭಿಸಿದ್ದಾರೆ. <box>765 317 987 382</box>
bullet-icon: ■ <box>40 1116 54 1129</box>
bullet-icon: • <box>629 130 642 144</box>
page-number-divider <box>85 102 87 156</box>
matadara-body: ಸದೃಢ ಭಾರತದ ನಿರ್ಮಾಣಕ್ಕೆ ಪ್ರತಿಯೊಬ್ಬ ಪ್ರಜ್ಞಾವಂತ ಮತದಾರ ಮತದಾನ ಮಾಡುವುದು ಅವಶ್ಯಕ. ಮತದಾನದಿಂದ ದೂರ ಉಳಿಯುವುದೆಂದರೆ ಅದು ಸಂವಿಧಾನಕ್ಕೆ ಮಾಡಿದ ಅಪಚಾರ ಎಂದು ಕಲಬುರಗಿ ಜಿಲ್ಲಾ ಪ್ರಧಾನ ಮತ್ತು ಸತ್ರ ನ್ಯಾಯಾಧೀಶರಾದ ಎ.ವಿ. ಶ್ರೀನಾಥ ಹೇಳಿದರು. ನಗರದ ರಂಗಮಂದಿರದಲ್ಲಿ ಜಿಲ್ಲಾಡಳಿತ ಆಯೋಜಿಸಿದ್ದ ರಾಷ್ಟ್ರೀಯ ಮತದಾರರ ದಿನಾಚರಣೆ ಉದ್ಘಾಟಿಸಿ ಮಾತನಾಡಿದರು. ಪ್ರಜಾಪ್ರಭುತ್ವ ವ್ಯವಸ್ಥೆಯಲ್ಲಿ ಮತದಾನ ಪವಿತ್ರ ಹಕ್ಕು. ಯುವ ಮತದಾರರು ಮತದಾರರ ಪಟ್ಟಿಯಲ್ಲಿ ಹೆಸರು ನೋಂದಾಯಿಸಿಕೊಳ್ಳಬೇಕು. ಮತದಾನ ದಿನದಂದು ಕಡ್ಡಾಯವಾಗಿ ಮತ ಚಲಾಯಿಸಬೇಕು ಎಂದು ಕರೆ ನೀಡಿದರು. ಇದೇ ಸಂದರ್ಭದಲ್ಲಿ ನೂತನ ಮತದಾರರಿಗೆ ಗುರುತಿನ ಚೀಟಿ ವಿತರಿಸಲಾಯಿತು. ಅತ್ಯುತ್ತಮ ಕಾರ್ಯ ನಿರ್ವಹಿಸಿದ ಅಧಿಕಾರಿಗಳನ್ನು ಸನ್ಮಾನಿಸಲಾಯಿತು. ಮತದಾರರ ಪ್ರತಿಜ್ಞಾ ವಿಧಿ ಬೋಧಿಸಲಾಯಿತು. ಕಾರ್ಯಕ್ರಮದಲ್ಲಿ ಜಿಲ್ಲಾಧಿಕಾರಿ, ಜಿಲ್ಲಾ ಪಂಚಾಯತ್ ಸಿಇಒ, ಪೊಲೀಸ್ ವರಿಷ್ಠಾಧಿಕಾರಿ, ಹಿರಿಯ ಅಧಿಕಾರಿಗಳು ಹಾಗೂ ವಿದ್ಯಾರ್ಥಿಗಳು ಭಾಗವಹಿಸಿದ್ದರು. <box>404 1434 632 1703</box>
samvidhana-kicker: ಸಿಪಿಐಎಂಎಲ್ ಲಿಬರೇಷನ್ ಪಕ್ಷದಿಂದ ಸಂವಿಧಾನ ಪೀಠಿಕೆ ಹಂಚಿಕೆ <box>404 1914 821 1937</box>
prateejna-body: ಪಟ್ಟಣದ ಸರ್ಕಾರಿ ಪದವಿ ಮಹಾವಿದ್ಯಾಲಯದಲ್ಲಿ ರಾಷ್ಟ್ರೀಯ ಮತದಾರರ ದಿನವನ್ನು ವಿಶೇಷವಾಗಿ ಆಚರಿಸಲಾಯಿತು. ಮಹಾವಿದ್ಯಾಲಯದ ಪ್ರಾಚಾರ್ಯರು ಮತದಾರರ ಪ್ರತಿಜ್ಞಾ ವಿಧಿ ಬೋಧಿಸಿದರು. ಸಂವಿಧಾನ ನೀಡಿರುವ ಮತದಾನದ ಹಕ್ಕನ್ನು ಪ್ರತಿಯೊಬ್ಬರೂ ಚಲಾಯಿಸಬೇಕು. ಪ್ರಜಾಪ್ರಭುತ್ವದ ಯಶಸ್ಸು ಮತದಾರರ ಕೈಯಲ್ಲಿದೆ ಎಂದರು. ಉಪನ್ಯಾಸಕರು, ವಿದ್ಯಾರ್ಥಿಗಳು, ಸಿಬ್ಬಂದಿ ವರ್ಗದವರು ಉಪಸ್ಥಿತರಿದ್ದರು. <box>40 2145 387 2226</box>
matadara-story <box>404 1326 1127 1895</box>
nav-item[interactable]: • ಬಳ್ಳಾರಿ <box>756 130 796 144</box>
basavanna-illustration <box>50 192 158 340</box>
matadara-photo <box>643 1435 1121 1640</box>
sriramulu-story <box>398 950 1474 1314</box>
basavageete-body-2: ತಾವು ವಾಚಿಸಿರುವ ಈ ವಚನದ ಬಗ್ಗೆ ಸ್ವಲ್ಪ ತಿಳಿಸಿಕೊಡಬೇಕು. ಬಸವಣ್ಣ : ನಿತ್ಯ ನಿರಂಜನ ತಾನೆಂದೆನಿಸುವ 'ತತ್ವ ಮಸಿ' ಎಂಬ ಹೊರಗಣ ಬೌದ್ಧ ಸತ್ತೆಗಳು ಬಗ್ಗೆ ನಿಲುಕುವುದು. ತಮ್ಮ ತಾವೂಳುವ ಸಕಲ ಪ್ರಶ್ನೆಗಳ ಉಭಯ ತತ್ವಗಳು 'ಸ್ವಯಂಭು' ಎಂದು ಹೇಳುವವರು ಇದ್ದಾರೆ. ವೇದಗಳು ಸ್ವಯಂಭು ಆಗಿದ್ದರೆ ಅವು ವಾದಕ್ಕೆ ನಿಲುಕಬೇಕು ಎನ್ನುವರು. ಬಸವಣ್ಣ : ವೇದಗಳು ಸ್ವಯಂಭು ಅಲ್ಲ, ಅವುಗಳನ್ನು ಮನುಷ್ಯರೇ ಬರೆದರು ಎಂಬುದು ಮಾತಿನ ಸಾರ. ಶಿವನೊಬ್ಬನೇ ಜಗದ ಕರ್ತ ಎಂದು ವೇದಗಳೇ ಸಾರುತ್ತವೆ. ಎಲ್ಲ ವಾದಗಳೂ ಅವನಲ್ಲಿ ಲೀನವಾಗುತ್ತವೆ. ಕೂಡಲಸಂಗಮದೇವನೇ ಸರ್ವಕಾರಣಕರ್ತನೆಂದು ಶ್ರುತಿಗಳು ಸಾರಿ ಸಾರಿ ಹೇಳುತ್ತವೆ. <box>49 612 372 727</box>
nav-item[interactable]: • ಬೆಂಗಳೂರು ಗ್ರಾಮಾಂತರ <box>574 102 685 117</box>
bullet-icon: ■ <box>40 1586 54 1598</box>
prateejna-story <box>40 1792 393 2407</box>
samvidhana-body-cont: ಭಾರತದ ಗಣತಂತ್ರದ 75ನೇ ವರ್ಷಾಚರಣೆಯ ಅಂಗವಾಗಿ ಸಿಪಿಐಎಂಎಲ್ ಲಿಬರೇಷನ್ ಪಕ್ಷದ ವತಿಯಿಂದ ನಗರದ ಡಾ. ಬಿ.ಆರ್. ಅಂಬೇಡ್ಕರ್ ವೃತ್ತದಲ್ಲಿ ಸಂವಿಧಾನದ ಪೀಠಿಕೆ ಹಂಚಿಕೆ ಮಾಡುವ ಮೂಲಕ ಪ್ರತಿಜ್ಞಾ ವಿಧಿ ಬೋಧಿಸಲಾಯಿತು. ಜನವರಿ 26 ರಂದು ನಮ್ಮ ಗಣರಾಜ್ಯದ ಸ್ಥಾಪನೆಯ 75 ವರ್ಷಗಳು ಪೂರ್ಣಗೊಳ್ಳುತ್ತವೆ. ಸಂವಿಧಾನವನ್ನು ರಕ್ಷಿಸುವುದು ಪ್ರತಿಯೊಬ್ಬ ನಾಗರಿಕನ ಕರ್ತವ್ಯ. ಸಂವಿಧಾನದ ಮೌಲ್ಯಗಳಾದ ಸ್ವಾತಂತ್ರ್ಯ, ಸಮಾನತೆ, ಭ್ರಾತೃತ್ವ ಹಾಗೂ ಜಾತ್ಯತೀತತೆಯನ್ನು ಎತ್ತಿ ಹಿಡಿಯಬೇಕು ಎಂದು ಮುಖಂಡರು ಹೇಳಿದರು. ಕಾರ್ಯಕ್ರಮದಲ್ಲಿ ಪಕ್ಷದ ಜಿಲ್ಲಾ ಮುಖಂಡರು, ಕಾರ್ಯಕರ್ತರು ಭಾಗವಹಿಸಿದ್ದರು. <box>654 2199 928 2331</box>
police-story <box>945 1906 1474 2407</box>
matadara-dateline: ■ ಸುದ್ದಿಮೂಲ ವಾರ್ತೆ ಕಲಬುರಗಿ, ಜ.25: <box>404 1412 563 1425</box>
nav-item[interactable]: • ಯಾದಗಿರಿ <box>629 130 682 144</box>
police-photo <box>956 2174 1468 2402</box>
